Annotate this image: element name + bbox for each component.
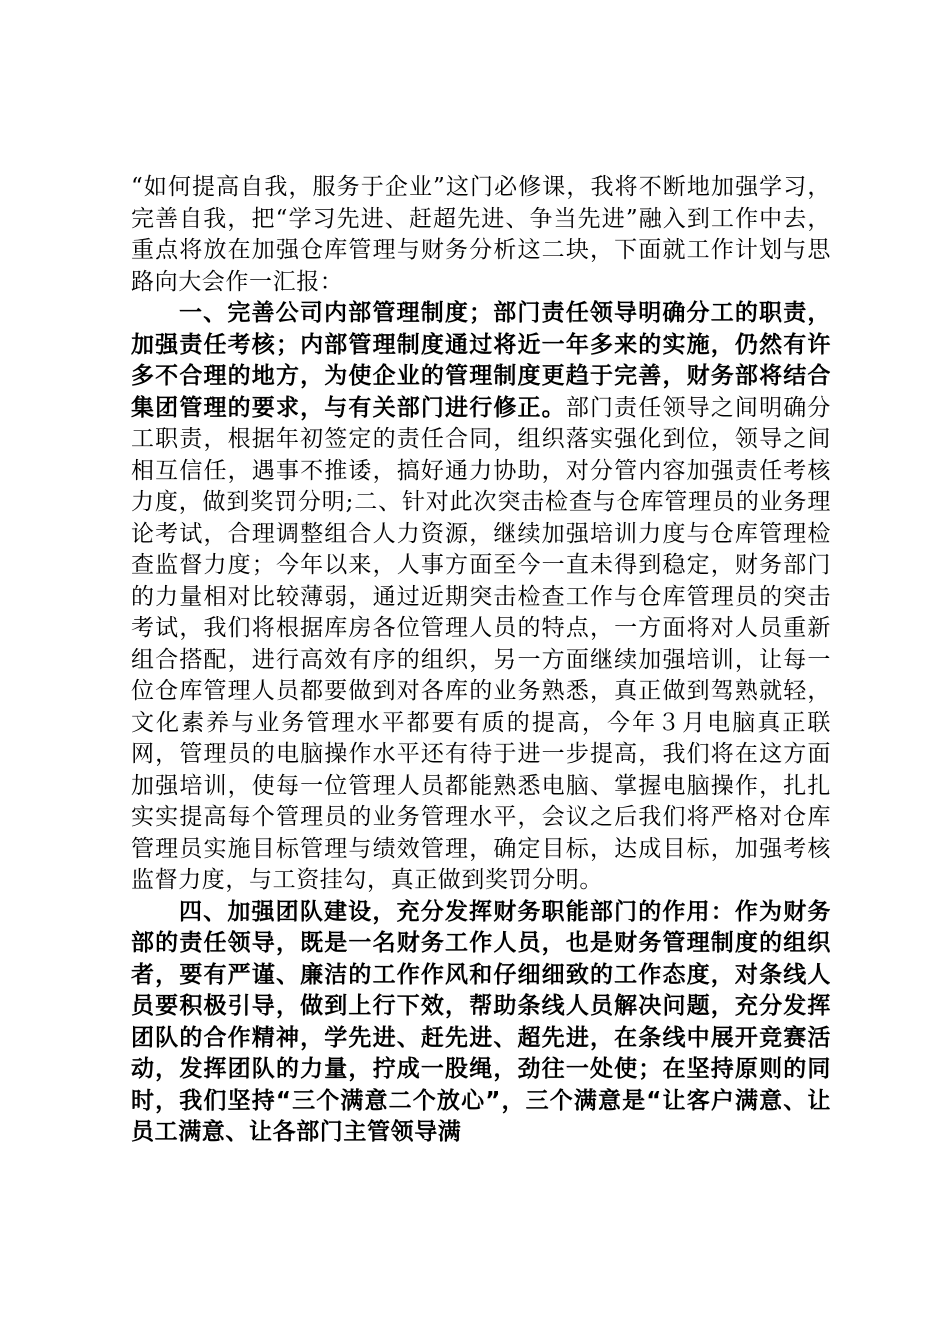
paragraph-section-four [131, 897, 831, 1149]
paragraph-section-one-body: 部门责任领导之间明确分工职责，根据年初签定的责任合同，组织落实强化到位，领导之间相互信任，遇事不推诿，搞好通力协助，对分管内容加强责任考核力度，做到奖罚分明;二、针对此次突击检查与仓库管理员的业务理论考试，合理调整组合人力资源，继续加强培训力度与仓库管理检查监督力度；今年以来，人事方面至今一直未得到稳定，财务部门的力量相对比较薄弱，通过近期突击检查工作与仓库管理员的突击考试，我们将根据库房各位管理人员的特点，一方面将对人员重新组合搭配，进行高效有序的组织，另一方面继续加强培训，让每一位仓库管理人员都要做到对各库的业务熟悉，真正做到驾熟就轻，文化素养与业务管理水平都要有质的提高，今年３月电脑真正联网，管理员的电脑操作水平还有待于进一步提高，我们将在这方面加强培训，使每一位管理人员都能熟悉电脑、掌握电脑操作，扎扎实实提高每个管理员的业务管理水平，会议之后我们将严格对仓库管理员实施目标管理与绩效管理，确定目标，达成目标，加强考核监督力度，与工资挂勾，真正做到奖罚分明。 [131, 394, 831, 893]
paragraph-intro [131, 172, 831, 298]
document-page [131, 172, 831, 1149]
paragraph-section-four-text: 四、加强团队建设，充分发挥财务职能部门的作用：作为财务部的责任领导，既是一名财务工作人员，也是财务管理制度的组织者，要有严谨、廉洁的工作作风和仔细细致的工作态度，对条线人员要积极引导，做到上行下效，帮助条线人员解决问题，充分发挥团队的合作精神，学先进、赶先进、超先进，在条线中展开竞赛活动，发挥团队的力量，拧成一股绳，劲往一处使；在坚持原则的同时，我们坚持“三个满意二个放心”，三个满意是“让客户满意、让员工满意、让各部门主管领导满 [131, 898, 831, 1145]
paragraph-section-one [131, 298, 831, 897]
paragraph-section-one-heading: 一、完善公司内部管理制度；部门责任领导明确分工的职责，加强责任考核；内部管理制度通过将近一年多来的实施，仍然有许多不合理的地方，为使企业的管理制度更趋于完善，财务部将结合集团管理的要求，与有关部门进行修正。 [131, 300, 831, 421]
paragraph-intro-text: “如何提高自我，服务于企业”这门必修课，我将不断地加强学习，完善自我，把“学习先进、赶超先进、争当先进”融入到工作中去，重点将放在加强仓库管理与财务分析这二块，下面就工作计划与思路向大会作一汇报： [131, 174, 831, 295]
